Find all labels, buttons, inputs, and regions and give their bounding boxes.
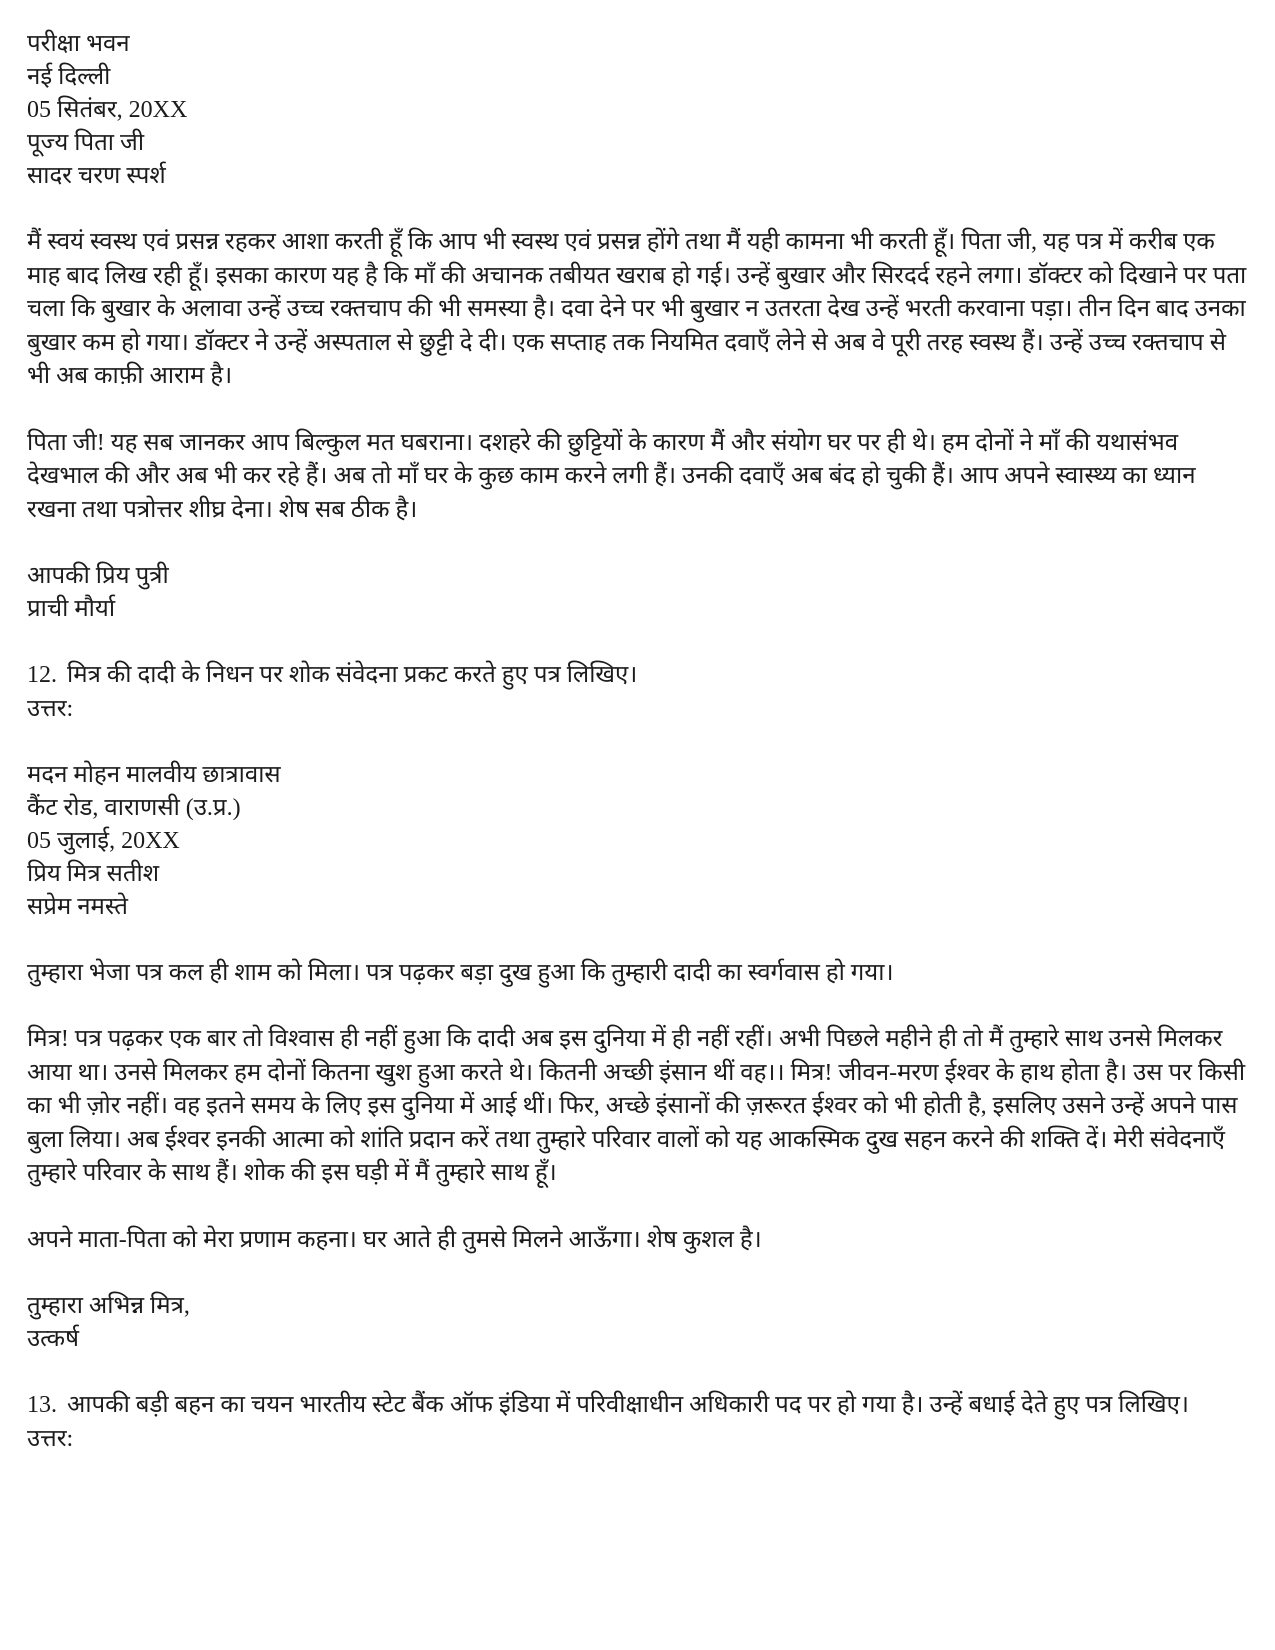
letter2-paragraph-2: मित्र! पत्र पढ़कर एक बार तो विश्वास ही नहीं हुआ कि दादी अब इस दुनिया में ही नहीं रहीं। अभी पिछले महीने ही तो मैं तुम्हारे साथ उनसे मिलकर आया था। उनसे मिलकर हम दोनों कितना खुश हुआ करते थे। कितनी अच्छी इंसान थीं वह।। मित्र! जीवन-मरण ईश्वर के हाथ होता है। उस पर किसी का भी ज़ोर नहीं। वह इतने समय के लिए इस दुनिया में आई थीं। फिर, अच्छे इंसानों की ज़रूरत ईश्वर को भी होती है, इसलिए उसने उन्हें अपने पास बुला लिया। अब ईश्वर इनकी आत्मा को शांति प्रदान करें तथा तुम्हारे परिवार वालों को यह आकस्मिक दुख सहन करने की शक्ति दें। मेरी संवेदनाएँ तुम्हारे परिवार के साथ हैं। शोक की इस घड़ी में मैं तुम्हारे साथ हूँ।: [27, 1026, 1246, 1186]
letter1-heading: [27, 28, 1247, 193]
letter-to-father: [27, 28, 1247, 626]
letter2-closing-name: उत्कर्ष: [27, 1326, 79, 1352]
letter1-greeting-line: सादर चरण स्पर्श: [27, 163, 166, 189]
question-13: [27, 1389, 1247, 1456]
question-12-text: मित्र की दादी के निधन पर शोक संवेदना प्रकट करते हुए पत्र लिखिए।: [67, 662, 638, 688]
question-12-number: 12.: [27, 662, 57, 688]
letter1-closing-name: प्राची मौर्या: [27, 596, 116, 622]
letter2-paragraph-1: तुम्हारा भेजा पत्र कल ही शाम को मिला। पत्र पढ़कर बड़ा दुख हुआ कि तुम्हारी दादी का स्वर्गवास हो गया।: [27, 959, 894, 986]
letter2-address-line: कैंट रोड, वाराणसी (उ.प्र.): [27, 794, 241, 821]
letter2-date-line: 05 जुलाई, 20XX: [27, 827, 180, 854]
letter1-salutation-line: पूज्य पिता जी: [27, 130, 145, 156]
letter1-closing: [27, 560, 1247, 626]
question-12-row: [27, 659, 1247, 693]
letter2-salutation-line: प्रिय मित्र सतीश: [27, 860, 160, 887]
letter1-date-line: 05 सितंबर, 20XX: [27, 97, 188, 123]
question-13-row: [27, 1389, 1247, 1423]
question-12: [27, 659, 1247, 726]
question-13-text: आपकी बड़ी बहन का चयन भारतीय स्टेट बैंक ऑफ इंडिया में परिवीक्षाधीन अधिकारी पद पर हो गया है। उन्हें बधाई देते हुए पत्र लिखिए।: [67, 1392, 1189, 1418]
letter1-place-line: परीक्षा भवन: [27, 31, 130, 57]
question-13-number: 13.: [27, 1392, 57, 1418]
letter-condolence-to-friend: [27, 759, 1247, 1357]
letter1-closing-relation: आपकी प्रिय पुत्री: [27, 563, 169, 589]
letter2-closing: [27, 1290, 1247, 1356]
letter2-place-line: मदन मोहन मालवीय छात्रावास: [27, 761, 281, 788]
question-12-answer-label: उत्तर:: [27, 695, 74, 722]
letter2-paragraph-3: अपने माता-पिता को मेरा प्रणाम कहना। घर आते ही तुमसे मिलने आऊँगा। शेष कुशल है।: [27, 1226, 762, 1253]
letter1-city-line: नई दिल्ली: [27, 64, 111, 90]
letter2-heading: [27, 759, 1247, 924]
letter2-closing-relation: तुम्हारा अभिन्न मित्र,: [27, 1293, 190, 1319]
question-13-answer-label: उत्तर:: [27, 1425, 74, 1452]
letter2-greeting-line: सप्रेम नमस्ते: [27, 893, 128, 920]
letter1-paragraph-1: मैं स्वयं स्वस्थ एवं प्रसन्न रहकर आशा करती हूँ कि आप भी स्वस्थ एवं प्रसन्न होंगे तथा मैं यही कामना भी करती हूँ। पिता जी, यह पत्र में करीब एक माह बाद लिख रही हूँ। इसका कारण यह है कि माँ की अचानक तबीयत खराब हो गई। उन्हें बुखार और सिरदर्द रहने लगा। डॉक्टर को दिखाने पर पता चला कि बुखार के अलावा उन्हें उच्च रक्तचाप की भी समस्या है। दवा देने पर भी बुखार न उतरता देख उन्हें भरती करवाना पड़ा। तीन दिन बाद उनका बुखार कम हो गया। डॉक्टर ने उन्हें अस्पताल से छुट्टी दे दी। एक सप्ताह तक नियमित दवाएँ लेने से अब वे पूरी तरह स्वस्थ हैं। उन्हें उच्च रक्तचाप से भी अब काफ़ी आराम है।: [27, 229, 1247, 389]
letter1-paragraph-2: पिता जी! यह सब जानकर आप बिल्कुल मत घबराना। दशहरे की छुट्टियों के कारण मैं और संयोग घर पर ही थे। हम दोनों ने माँ की यथासंभव देखभाल की और अब भी कर रहे हैं। अब तो माँ घर के कुछ काम करने लगी हैं। उनकी दवाएँ अब बंद हो चुकी हैं। आप अपने स्वास्थ्य का ध्यान रखना तथा पत्रोत्तर शीघ्र देना। शेष सब ठीक है।: [27, 429, 1196, 523]
